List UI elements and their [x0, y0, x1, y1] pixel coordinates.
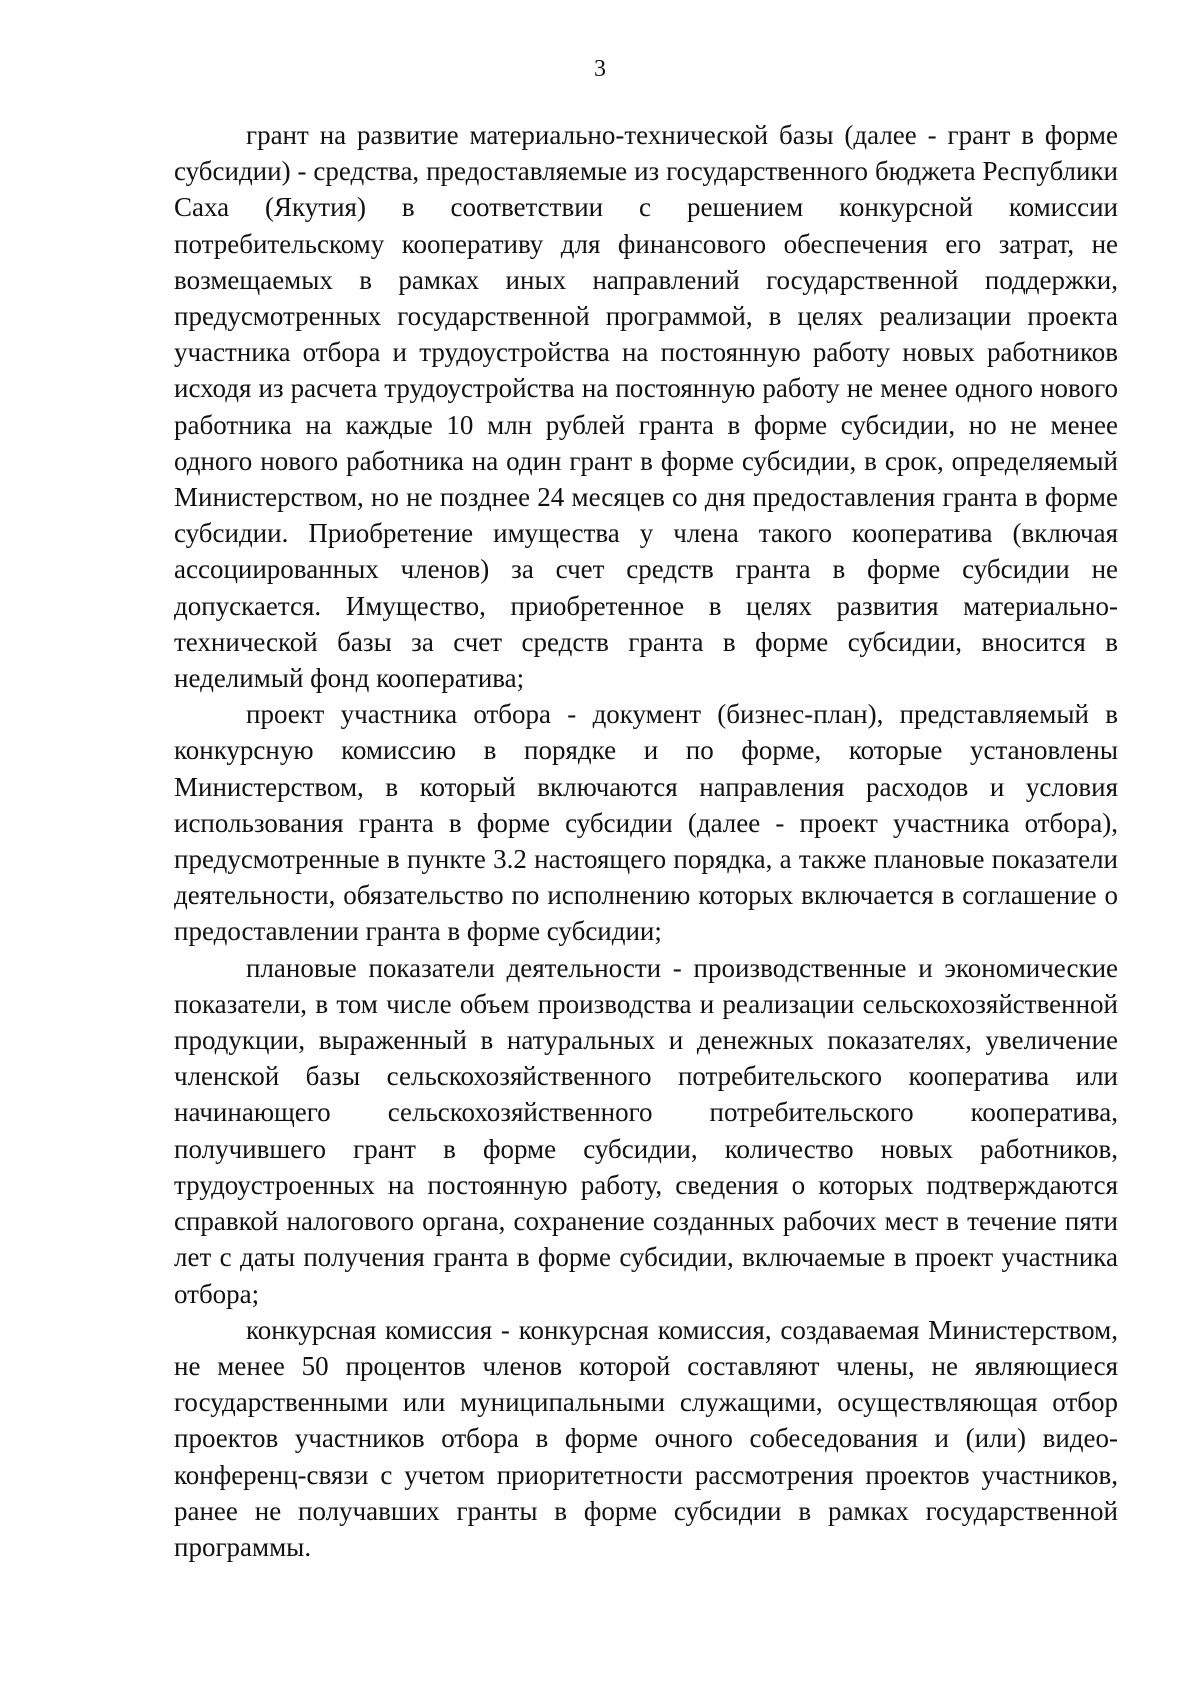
paragraph-project-definition: проект участника отбора - документ (бизнес-план), представляемый в конкурсную комиссию в порядке и по форме, которые установлены Министерством, в который включаются направления расходов и условия использования гранта в форме субсидии (далее - проект участника отбора), предусмотренные в пункте 3.2 настоящего порядка, а также плановые показатели деятельности, обязательство по исполнению которых включается в соглашение о предоставлении гранта в форме субсидии;: [174, 699, 1118, 947]
page-number: 3: [594, 56, 606, 82]
paragraph-commission-definition: конкурсная комиссия - конкурсная комиссия, создаваемая Министерством, не менее 50 процентов членов которой составляют члены, не являющиеся государственными или муниципальными служащими, осуществляющая отбор проектов участников отбора в форме очного собеседования и (или) видео-конференц-связи с учетом приоритетности рассмотрения проектов участников, ранее не получавших гранты в форме субсидии в рамках государственной программы.: [174, 1314, 1118, 1562]
paragraph-grant-definition: грант на развитие материально-технической базы (далее - грант в форме субсидии) - средства, предоставляемые из государственного бюджета Республики Саха (Якутия) в соответствии с решением конкурсной комиссии потребительскому кооперативу для финансового обеспечения его затрат, не возмещаемых в рамках иных направлений государственной поддержки, предусмотренных государственной программой, в целях реализации проекта участника отбора и трудоустройства на постоянную работу новых работников исходя из расчета трудоустройства на постоянную работу не менее одного нового работника на каждые 10 млн рублей гранта в форме субсидии, но не менее одного нового работника на один грант в форме субсидии, в срок, определяемый Министерством, но не позднее 24 месяцев со дня предоставления гранта в форме субсидии. Приобретение имущества у члена такого кооператива (включая ассоциированных членов) за счет средств гранта в форме субсидии не допускается. Имущество, приобретенное в целях развития материально-технической базы за счет средств гранта в форме субсидии, вносится в неделимый фонд кооператива;: [174, 120, 1118, 694]
paragraph-indicators-definition: плановые показатели деятельности - производственные и экономические показатели, в том числе объем производства и реализации сельскохозяйственной продукции, выраженный в натуральных и денежных показателях, увеличение членской базы сельскохозяйственного потребительского кооператива или начинающего сельскохозяйственного потребительского кооператива, получившего грант в форме субсидии, количество новых работников, трудоустроенных на постоянную работу, сведения о которых подтверждаются справкой налогового органа, сохранение созданных рабочих мест в течение пяти лет с даты получения гранта в форме субсидии, включаемые в проект участника отбора;: [174, 952, 1118, 1309]
document-body: [174, 117, 1118, 1565]
